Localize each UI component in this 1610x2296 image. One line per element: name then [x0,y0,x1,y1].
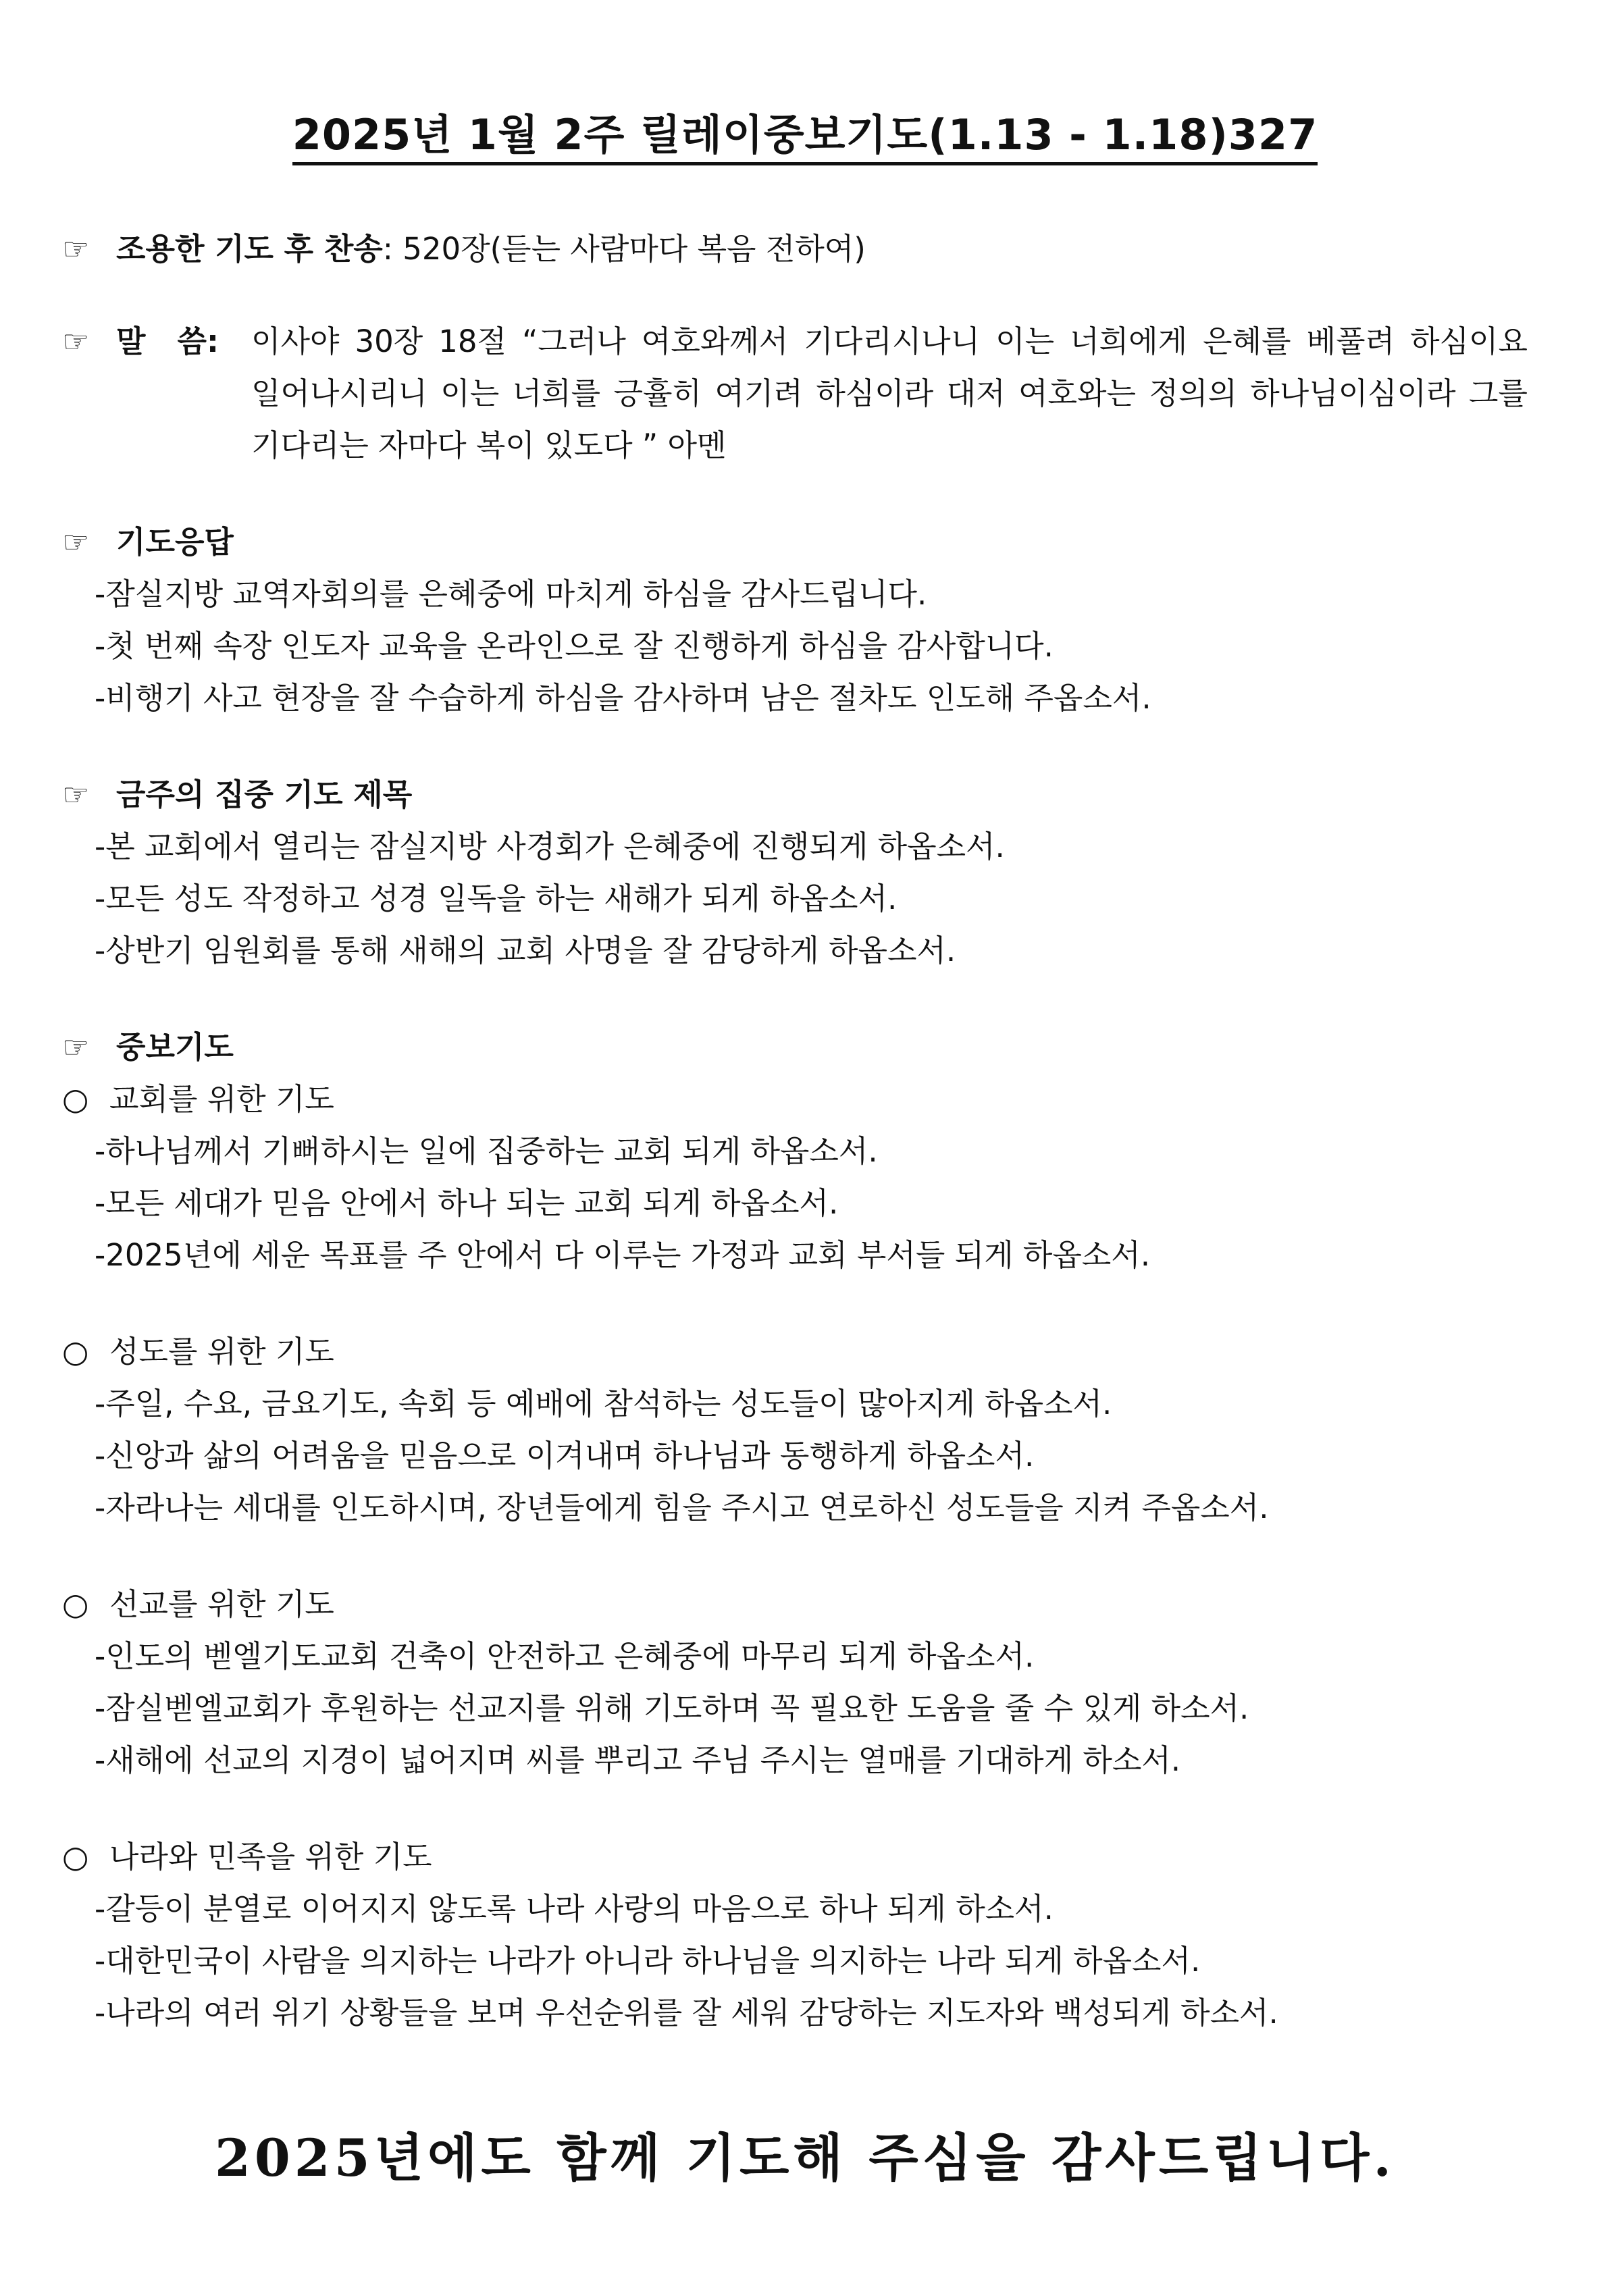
nation-prayer-group-title [62,1831,1528,1883]
group-title-text: 교회를 위한 기도 [109,1081,334,1117]
pointing-hand-icon: ☞ [62,323,90,359]
hymn-line [62,223,1528,275]
intercession-item: -신앙과 삶의 어려움을 믿음으로 이겨내며 하나님과 동행하게 하옵소서. [95,1438,1035,1473]
intercession-item: -갈등이 분열로 이어지지 않도록 나라 사랑의 마음으로 하나 되게 하소서. [95,1891,1054,1927]
circle-bullet-icon: ○ [62,1839,89,1875]
circle-bullet-icon: ○ [62,1334,89,1369]
church-prayer-group-title [62,1073,1528,1125]
intercession-item: -나라의 여러 위기 상황들을 보며 우선순위를 잘 세워 감당하는 지도자와 백성되게 하소서. [95,1995,1278,2031]
pointing-hand-icon: ☞ [62,524,90,560]
scripture-text: 이사야 30장 18절 “그러나 여호와께서 기다리시나니 이는 너희에게 은혜를 베풀려 하심이요 일어나시리니 이는 너희를 긍휼히 여기려 하심이라 대저 여호와는 정의의 하나님이심이라 그를 기다리는 자마다 복이 있도다 ” 아멘 [251,323,1528,463]
group-title-text: 성도를 위한 기도 [109,1334,334,1369]
group-title-text: 나라와 민족을 위한 기도 [109,1839,432,1875]
intercession-heading-text: 중보기도 [116,1029,234,1065]
answered-heading-text: 기도응답 [116,524,234,560]
page-title [0,101,1610,161]
intercession-item: -인도의 벧엘기도교회 건축이 안전하고 은혜중에 마무리 되게 하옵소서. [95,1638,1035,1674]
intercession-item: -잠실벧엘교회가 후원하는 선교지를 위해 기도하며 꼭 필요한 도움을 줄 수 있게 하소서. [95,1690,1249,1726]
focus-item: -모든 성도 작정하고 성경 일독을 하는 새해가 되게 하옵소서. [95,881,898,916]
page-title-text: 2025년 1월 2주 릴레이중보기도(1.13 - 1.18)327 [292,110,1318,165]
intercession-item: -하나님께서 기뻐하시는 일에 집중하는 교회 되게 하옵소서. [95,1133,878,1169]
circle-bullet-icon: ○ [62,1586,89,1622]
saints-prayer-group-title [62,1326,1528,1378]
intercession-item: -모든 세대가 믿음 안에서 하나 되는 교회 되게 하옵소서. [95,1185,839,1221]
focus-item: -본 교회에서 열리는 잠실지방 사경회가 은혜중에 진행되게 하옵소서. [95,829,1005,864]
closing-message: 2025년에도 함께 기도해 주심을 감사드립니다. [215,2128,1395,2188]
scripture-label-wrap [62,315,251,471]
intercession-item: -자라나는 세대를 인도하시며, 장년들에게 힘을 주시고 연로하신 성도들을 지켜 주옵소서. [95,1490,1269,1525]
answered-item: -잠실지방 교역자회의를 은혜중에 마치게 하심을 감사드립니다. [95,576,927,612]
bulletin-content [62,223,1528,2039]
hymn-label: 조용한 기도 후 찬송 [116,231,383,267]
group-title-text: 선교를 위한 기도 [109,1586,334,1622]
pointing-hand-icon: ☞ [62,777,90,812]
hymn-text: : 520장(듣는 사람마다 복음 전하여) [382,231,866,267]
mission-prayer-group-title [62,1578,1528,1630]
circle-bullet-icon: ○ [62,1081,89,1117]
intercession-item: -주일, 수요, 금요기도, 속회 등 예배에 참석하는 성도들이 많아지게 하옵소서. [95,1386,1112,1421]
answered-heading [62,516,1528,568]
answered-item: -비행기 사고 현장을 잘 수습하게 하심을 감사하며 남은 절차도 인도해 주옵소서. [95,680,1151,716]
intercession-item: -대한민국이 사람을 의지하는 나라가 아니라 하나님을 의지하는 나라 되게 하옵소서. [95,1943,1201,1979]
focus-item: -상반기 임원회를 통해 새해의 교회 사명을 잘 감당하게 하옵소서. [95,933,956,968]
scripture-label: 말 씀: [116,323,219,359]
intercession-heading [62,1021,1528,1073]
scripture-block [62,315,1528,471]
focus-heading-text: 금주의 집중 기도 제목 [116,777,413,812]
answered-item: -첫 번째 속장 인도자 교육을 온라인으로 잘 진행하게 하심을 감사합니다. [95,628,1054,664]
pointing-hand-icon: ☞ [62,231,90,267]
pointing-hand-icon: ☞ [62,1029,90,1065]
intercession-item: -새해에 선교의 지경이 넓어지며 씨를 뿌리고 주님 주시는 열매를 기대하게 하소서. [95,1742,1181,1778]
focus-heading [62,768,1528,820]
intercession-item: -2025년에 세운 목표를 주 안에서 다 이루는 가정과 교회 부서들 되게 하옵소서. [95,1237,1151,1273]
